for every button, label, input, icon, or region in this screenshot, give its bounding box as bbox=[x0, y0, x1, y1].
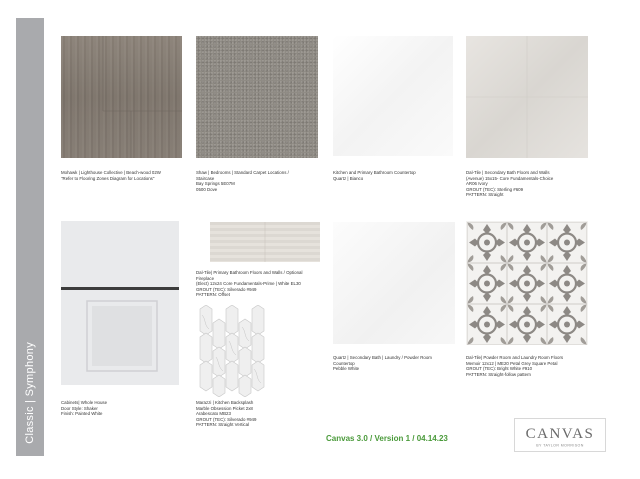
quartz-bianco-swatch bbox=[333, 36, 453, 156]
primary-bath-tile-swatch bbox=[210, 222, 320, 262]
caption-quartz-pebble: Quartz | Secondary Bath | Laundry / Powder Room Countertop Pebble White bbox=[333, 355, 432, 372]
carpet-swatch bbox=[196, 36, 318, 158]
side-title bbox=[16, 18, 44, 456]
avenue-tile-swatch bbox=[466, 36, 588, 158]
side-title-text: Classic | Symphony bbox=[24, 342, 36, 444]
caption-quartz-bianco: Kitchen and Primary Bathroom Countertop Quartz | Bianco bbox=[333, 170, 416, 181]
caption-cabinets: Cabinets| Whole House Door Style: Shaker Finish: Painted White bbox=[61, 400, 108, 417]
flooring-wood-swatch bbox=[61, 36, 182, 158]
picket-backsplash-swatch bbox=[196, 305, 272, 397]
logo-tagline: BY TAYLOR MORRISON bbox=[536, 443, 584, 448]
cabinet-swatch bbox=[61, 221, 179, 385]
memoir-tile-swatch bbox=[466, 221, 588, 345]
caption-carpet: Shaw | Bedrooms | Standard Carpet Locations / Staircase Bay Springs 5E07M 0500 Dove bbox=[196, 170, 289, 192]
quartz-pebble-swatch bbox=[333, 222, 455, 344]
canvas-logo bbox=[514, 418, 606, 452]
logo-wordmark: CANVAS bbox=[525, 426, 595, 442]
footer-version: Canvas 3.0 / Version 1 / 04.14.23 bbox=[326, 434, 448, 443]
caption-backsplash: Marazzi | Kitchen Backsplash Marble Obsession Picket 2x8 Arabescato MB23 GROUT (TEC): Silverado #949 PATTERN: Straight Vertical bbox=[196, 400, 257, 428]
caption-avenue-tile: Dal-Tile | Secondary Bath Floors and Walls (Avenue) 15x15- Core Fundamentals-Choice AR06 Ivory GROUT (TEC): Sterling #609 PATTERN: Straight bbox=[466, 170, 554, 198]
caption-primary-bath-tile: Dal-Tile| Primary Bathroom Floors and Walls / Optional Fireplace (Elect) 12x24 Core Fundamentals-Prime | White EL30 GROUT (TEC): Silverado #949 PATTERN: Offset bbox=[196, 270, 303, 298]
caption-memoir-tile: Dal-Tile| Powder Room and Laundry Room Floors Memoir 12x12 | ME20 Petal Grey Square Petal GROUT (TEC): Bright White #910 PATTERN: Straight-follow pattern bbox=[466, 355, 564, 377]
caption-flooring: Mohawk | Lighthouse Collective | Beach-wood 02W "Refer to Flooring Zones Diagram for Locations" bbox=[61, 170, 161, 181]
